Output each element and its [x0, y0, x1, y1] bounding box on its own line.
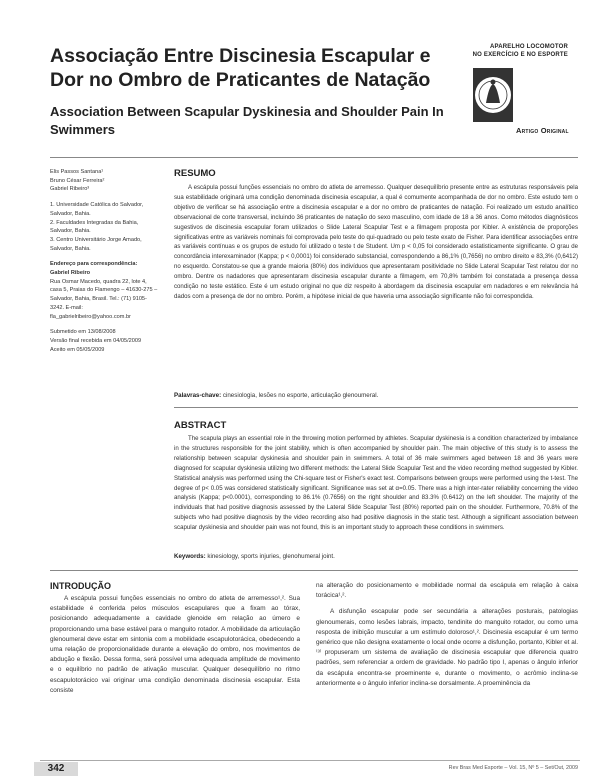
- footer-rule: [40, 760, 580, 761]
- correspondence-name: Gabriel Ribeiro: [50, 270, 91, 277]
- title-divider: [50, 157, 578, 158]
- final-version-date: Versão final recebida em 04/05/2009: [50, 337, 142, 344]
- journal-section-header: [458, 44, 574, 59]
- journal-section-tag: APARELHO LOCOMOTOR NO EXERCÍCIO E NO ESPORTE: [472, 44, 568, 58]
- submitted-date: Submetido em 13/08/2008: [50, 329, 116, 336]
- abstract-keywords: [174, 552, 578, 562]
- resumo-keywords: [174, 391, 578, 401]
- article-title-portuguese: Associação Entre Discinesia Escapular e Dor no Ombro de Praticantes de Natação: [50, 45, 431, 91]
- keywords-label-en: Keywords:: [174, 553, 206, 560]
- article-type-label: Artigo Original: [516, 126, 569, 135]
- affiliation: 2. Faculdades Integradas da Bahia, Salvador, Bahia.: [50, 219, 139, 235]
- author-name: Elis Passos Santana¹: [50, 169, 104, 175]
- resumo-heading: RESUMO: [174, 168, 216, 179]
- intro-right-column: na alteração do posicionamento e mobilidade normal da escápula em relação à caixa torácica¹,². A disfunção escapular pode ser secundária a alterações posturais, patologias glenoumerais, como lesões labrais, impacto, tendinite do manguito rotador, ou como uma resposta de inibição muscular a um estímulo doloroso¹,². Discinesia escapular é um termo genérico que não designa exatamente o local onde ocorre a disfunção, portanto, Kibler et al.⁽³⁾ propuseram um sistema de avaliação de discinesia escapular que diferencia quatro padrões, sem referenciar a ordem de gravidade. No padrão tipo I, apenas o ângulo inferior da escápula encontra-se proeminente e, durante o movimento, o acrômio inclina-se anteriormente e o ângulo inferior inclina-se dorsalmente. A proeminência da: [316, 582, 578, 687]
- accepted-date: Aceito em 05/05/2009: [50, 346, 105, 353]
- keywords-en: kinesiology, sports injuries, glenohumeral joint.: [207, 553, 335, 560]
- author-name: Gabriel Ribeiro³: [50, 186, 90, 193]
- affiliation: 3. Centro Universitário Jorge Amado, Salvador, Bahia.: [50, 236, 142, 252]
- keywords-pt: cinesiologia, lesões no esporte, articulação glenoumeral.: [222, 392, 379, 399]
- intro-divider: [50, 570, 578, 571]
- journal-seal-logo: [473, 68, 513, 122]
- keywords-label-pt: Palavras-chave:: [174, 392, 222, 399]
- introduction-heading: INTRODUÇÃO: [50, 581, 111, 591]
- journal-citation: Rev Bras Med Esporte – Vol. 15, Nº 5 – Set/Out, 2009: [448, 765, 578, 771]
- article-title-english: Association Between Scapular Dyskinesia and Shoulder Pain In Swimmers: [50, 104, 444, 137]
- correspondence-address: Rua Osmar Macedo, quadra 22, lote 4, casa 5, Praias do Flamengo – 41630-275 – Salvador, Bahia, Brasil. Tel.: (71) 9105-3242. E-mail: fla_gabrielribeiro@yahoo.com.br: [50, 278, 158, 320]
- affiliation: 1. Universidade Católica do Salvador, Salvador, Bahia.: [50, 202, 144, 217]
- intro-left-column: A escápula possui funções essenciais no ombro do atleta de arremesso¹,². Sua estabilidade é conferida pelos músculos escapulares que a fixam ao tórax, posicionando adequadamente a cavidade glenoide em relação ao úmero e proporcionando uma base estável para o manguito rotador. A mobilidade da articulação glenoumeral deve estar em sintonia com a mobilidade escapulotorácica, obedecendo a uma relação de proporcionalidade durante a elevação do ombro, nos movimentos de abdução e flexão. Dessa forma, será possível uma adequada amplitude de movimento e o equilíbrio no padrão de ativação muscular. Qualquer desequilíbrio no ritmo escapulotorácico vai originar uma condição denominada discinesia escapular. Esta consiste: [50, 595, 300, 694]
- section-divider: [174, 407, 578, 408]
- resumo-body: A escápula possui funções essenciais no ombro do atleta de arremesso. Qualquer desequilíbrio presente entre as estruturas responsáveis pela sua estabilidade originará uma condição denominada discinesia escapular, a qual é comumente acompanhada de dor no ombro. Este estudo tem o objetivo de verificar se há associação entre a discinesia escapular e a dor no ombro de praticantes de natação. Foi realizado um estudo analítico observacional de corte transversal, incluindo 36 praticantes de natação do sexo masculino, com idade de 18 a 36 anos. Como métodos diagnósticos sugestivos de discinesia escapular foram utilizados o Slide Lateral Scapular Test e a filmagem proposta por Kibler. A existência de proporções significativas entre as variáveis nominais foi comprovada pelo teste do qui-quadrado ou pelo teste exato de Fisher. Para identificar associações entre as variáveis contínuas e os grupos de estudo foi utilizado o teste t de Student. Um p < 0,05 foi considerado estatisticamente significante. O grau de concordância interexaminador (Kappa; p < 0,0001) foi considerado substancial, correspondendo a 86,1% (0,7656) no ombro direito e 83,3% (0,6412) no esquerdo. Constatou-se que a grande maioria (80%) dos indivíduos que apresentaram positividade no Slide Lateral Scapular Test relatou dor no ombro. Dentre os nadadores que apresentaram discinesia escapular durante a filmagem, em 70,8% também foi constatada a presença dessa condição no teste estático. Este é um estudo original no que diz respeito à abordagem da discinesia escapular em nadadores e em relevância há dados com a presença de dor no ombro. Porém, a hipótese inicial de que haveria uma associação significante não foi correspondida.: [174, 184, 578, 300]
- author-sidebar: [50, 168, 160, 354]
- page-number: 342: [34, 762, 78, 776]
- author-name: Bruno César Ferreira²: [50, 177, 105, 184]
- correspondence-label: Endereço para correspondência:: [50, 261, 138, 268]
- abstract-heading: ABSTRACT: [174, 420, 227, 431]
- abstract-body: The scapula plays an essential role in the throwing motion performed by athletes. Scapular dyskinesia is a condition characterized by imbalance in the structures responsible for the joint stability, which is often accompanied by shoulder pain. The main objective of this study is to assess the relationship between scapular dyskinesia and shoulder pain in swimmers. A total of 36 male swimmers aged between 18 and 36 years were diagnosed for scapular dyskinesia utilizing two different methods: the Lateral Slide Scapular Test and the video recording method suggested by Kibler. Statistical analysis was performed using the Chi-square test or Fisher's exact test. Comparisons between groups were performed using the t-test. The degree of p< 0.05 was considered statistically significant. Significance was set at α=0.05. There was a high inter-rater reliability concerning the video analysis (Kappa; p<0.0001), corresponding to 86.1% (0.7656) on the right shoulder and 83.3% (0.6412) on the left shoulder. The majority of the individuals that had positive diagnosis assessed by the Lateral Slide Scapular Test (80%) reported pain on the shoulder. Furthermore, 70.8% of the subjects who had positive diagnosis by the video recording also had positive diagnosis in the static test. Although a significant association between scapular dyskinesia and shoulder pain was not found, this is an important study to approach these conditions in swimmers.: [174, 435, 578, 532]
